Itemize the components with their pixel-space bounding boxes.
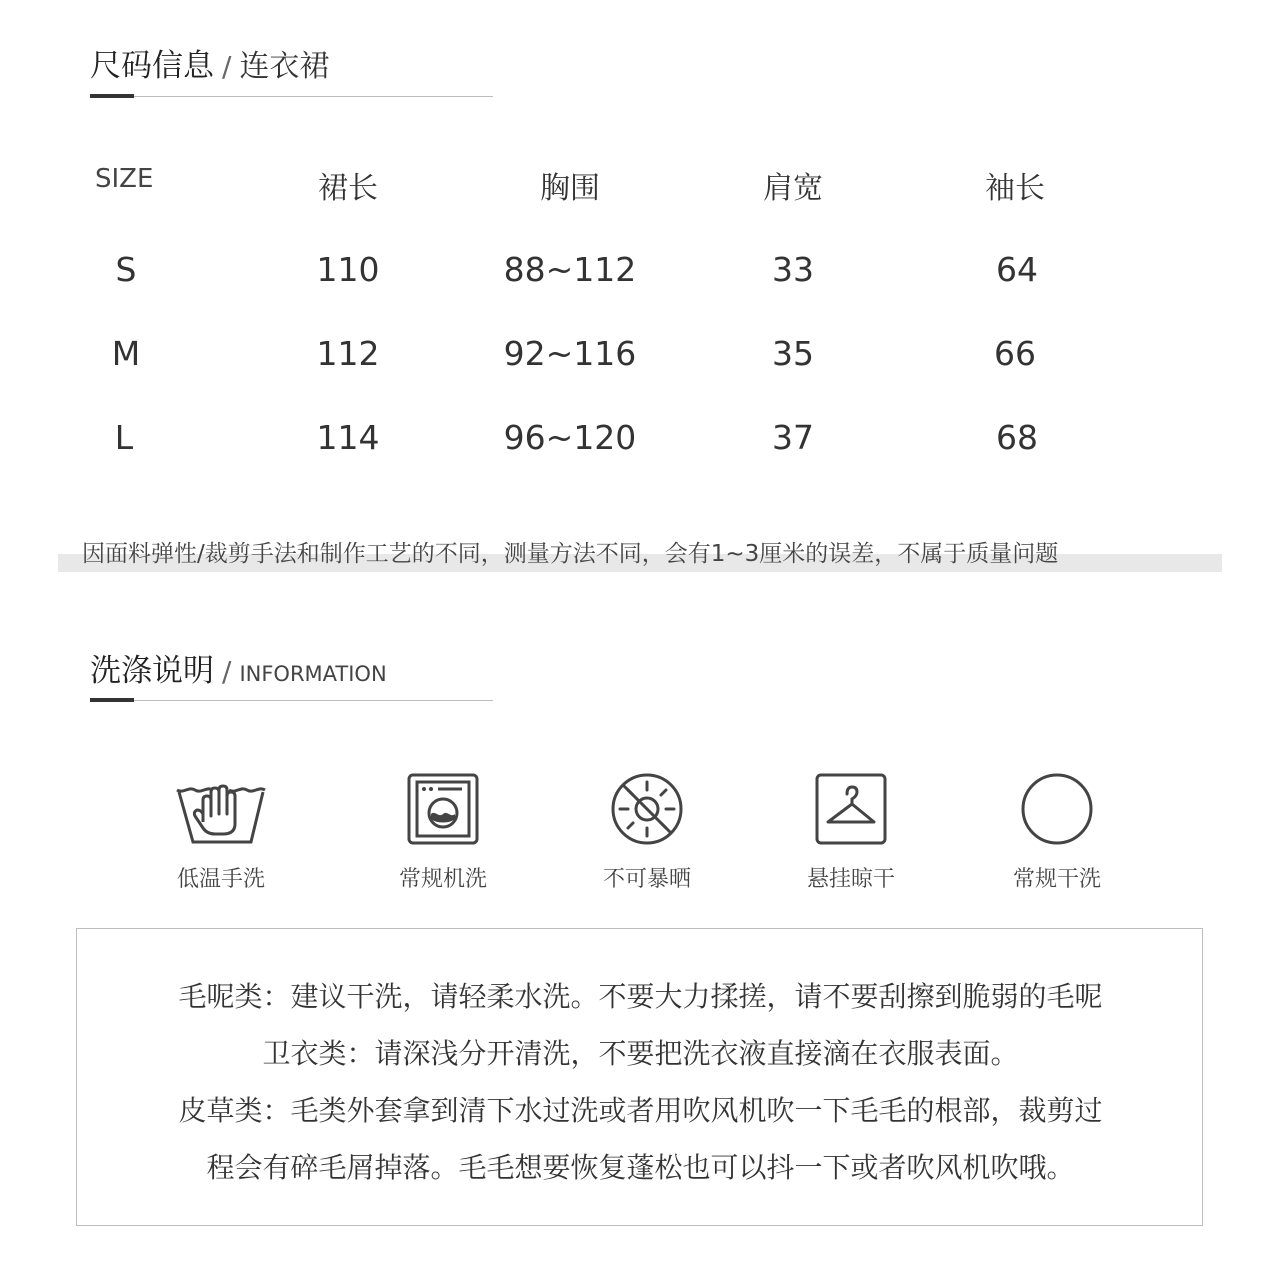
- table-cell-length: 114: [316, 418, 380, 457]
- measurement-notice: 因面料弹性/裁剪手法和制作工艺的不同，测量方法不同，会有1~3厘米的误差，不属于质量问题: [82, 541, 1059, 567]
- table-cell-shoulder: 33: [772, 250, 814, 289]
- bust-header: 胸围: [540, 171, 600, 206]
- wash-icon-item: [977, 770, 1137, 893]
- wash-section-rule: [90, 700, 493, 701]
- table-cell-shoulder: 37: [772, 418, 814, 457]
- size-section-title: 尺码信息: [90, 48, 214, 84]
- wash-icon-item: [141, 770, 301, 893]
- table-cell-size: M: [111, 334, 141, 373]
- wash-icon-label: 不可暴晒: [602, 867, 691, 892]
- care-note-line: 皮草类：毛类外套拿到清下水过洗或者用吹风机吹一下毛毛的根部，裁剪过: [178, 1094, 1103, 1127]
- wash-section-title-row: [90, 651, 493, 694]
- table-cell-sleeve: 64: [996, 250, 1038, 289]
- wash-icon-item: [363, 770, 523, 893]
- table-cell-bust: 96~120: [503, 418, 637, 457]
- table-cell-size: S: [115, 250, 137, 289]
- care-notes-box: [76, 928, 1203, 1226]
- wash-icon-item: [567, 770, 727, 893]
- title-slash: /: [222, 50, 232, 83]
- wash-icon-label: 常规干洗: [1012, 867, 1101, 892]
- table-cell-bust: 92~116: [503, 334, 637, 373]
- size-section-rule: [90, 96, 493, 97]
- wash-section-subtitle: INFORMATION: [239, 662, 387, 686]
- table-cell-sleeve: 66: [994, 334, 1036, 373]
- wash-icon-item: [771, 770, 931, 893]
- wash-icon-label: 常规机洗: [398, 867, 487, 892]
- wash-icon-label: 悬挂晾干: [806, 867, 895, 892]
- size-section-header: [90, 46, 493, 100]
- size-section-title-row: [90, 46, 493, 87]
- hand-wash-icon: [173, 770, 269, 848]
- no-sun-icon: [608, 770, 686, 848]
- care-note-line: 程会有碎毛屑掉落。毛毛想要恢复蓬松也可以抖一下或者吹风机吹哦。: [206, 1151, 1075, 1184]
- dress-length-header: 裙长: [318, 171, 378, 206]
- table-cell-bust: 88~112: [503, 250, 637, 289]
- size-header: SIZE: [95, 164, 154, 194]
- table-cell-length: 112: [316, 334, 380, 373]
- size-section-subtitle: 连衣裙: [239, 49, 330, 84]
- care-note-line: 卫衣类：请深浅分开清洗，不要把洗衣液直接滴在衣服表面。: [262, 1037, 1019, 1070]
- table-cell-sleeve: 68: [996, 418, 1038, 457]
- hanger-icon: [812, 770, 890, 848]
- wash-section-header: [90, 651, 493, 705]
- wash-section-title: 洗涤说明: [90, 653, 214, 689]
- table-cell-shoulder: 35: [772, 334, 814, 373]
- table-cell-size: L: [114, 418, 134, 457]
- title-slash: /: [222, 655, 232, 688]
- wash-icon-label: 低温手洗: [176, 867, 265, 892]
- sleeve-header: 袖长: [985, 171, 1045, 206]
- wash-section-accent: [90, 698, 134, 702]
- size-section-accent: [90, 94, 134, 98]
- care-note-line: 毛呢类：建议干洗，请轻柔水洗。不要大力揉搓，请不要刮擦到脆弱的毛呢: [178, 980, 1103, 1013]
- shoulder-header: 肩宽: [763, 171, 823, 206]
- table-cell-length: 110: [316, 250, 380, 289]
- dry-clean-icon: [1018, 770, 1096, 848]
- washing-machine-icon: [404, 770, 482, 848]
